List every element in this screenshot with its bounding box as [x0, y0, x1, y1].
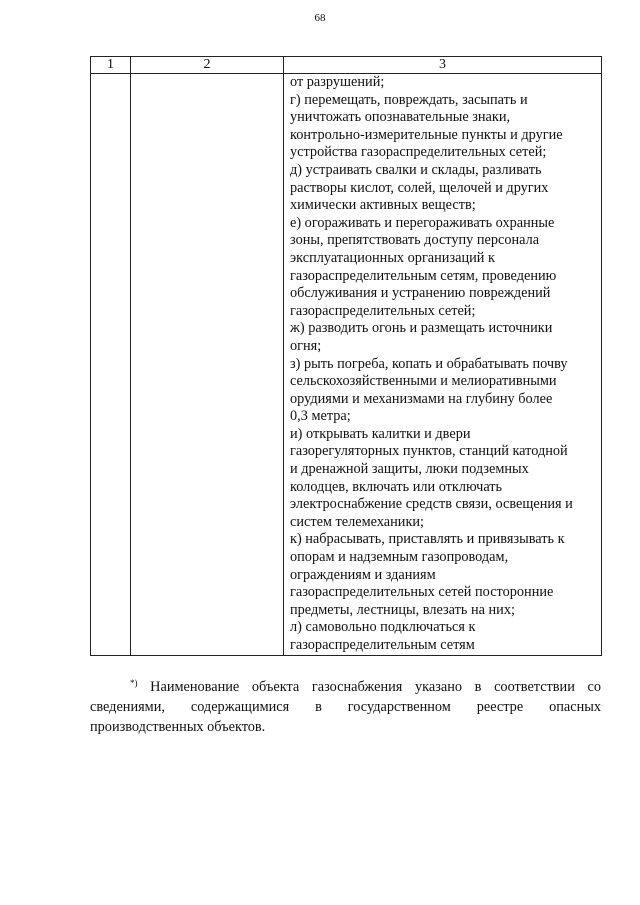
text-line: ж) разводить огонь и размещать источники — [290, 320, 553, 337]
text-line: газораспределительным сетям, проведению — [290, 267, 557, 284]
table-header-row — [91, 57, 602, 74]
text-line: уничтожать опознавательные знаки, — [290, 109, 511, 126]
text-line: ограждениям и зданиям — [290, 566, 436, 583]
column-header-3: 3 — [284, 57, 602, 74]
text-line: от разрушений; — [290, 74, 385, 90]
text-line: орудиями и механизмами на глубину более — [290, 390, 553, 407]
prohibitions-text — [284, 74, 601, 655]
requirements-table — [90, 56, 602, 656]
text-line: д) устраивать свалки и склады, разливать — [290, 161, 542, 178]
text-line: огня; — [290, 337, 322, 354]
text-line: сельскохозяйственными и мелиоративными — [290, 373, 557, 390]
text-line: газораспределительных сетей посторонние — [290, 584, 554, 601]
text-line: эксплуатационных организаций к — [290, 249, 495, 266]
text-line: и) открывать калитки и двери — [290, 425, 471, 442]
text-line: электроснабжение средств связи, освещения и — [290, 496, 573, 513]
text-line: зоны, препятствовать доступу персонала — [290, 232, 540, 249]
text-line: устройства газораспределительных сетей; — [290, 144, 547, 161]
page-number: 68 — [314, 12, 326, 24]
text-line: к) набрасывать, приставлять и привязывать к — [290, 531, 565, 548]
text-line: г) перемещать, повреждать, засыпать и — [290, 91, 528, 108]
column-header-2: 2 — [131, 57, 284, 74]
text-line: газораспределительным сетям — [290, 637, 475, 653]
table-cell-col3 — [284, 74, 602, 656]
text-line: л) самовольно подключаться к — [290, 619, 476, 636]
text-line: з) рыть погреба, копать и обрабатывать почву — [290, 355, 568, 372]
column-header-1: 1 — [91, 57, 131, 74]
footnote-line-1-text: Наименование объекта газоснабжения указано в соответствии со — [150, 679, 602, 695]
footnote-line-3: производственных объектов. — [90, 719, 266, 735]
text-line: контрольно-измерительные пункты и другие — [290, 126, 563, 143]
text-line: предметы, лестницы, влезать на них; — [290, 601, 515, 618]
text-line: химически активных веществ; — [290, 197, 476, 214]
text-line: растворы кислот, солей, щелочей и других — [290, 179, 549, 196]
table-row — [91, 74, 602, 656]
text-line: газорегуляторных пунктов, станций катодной — [290, 443, 568, 460]
table-cell-col1 — [91, 74, 131, 656]
footnote-marker: *) — [130, 678, 138, 688]
text-line: е) огораживать и перегораживать охранные — [290, 214, 555, 231]
table-cell-col2 — [131, 74, 284, 656]
text-line: газораспределительных сетей; — [290, 302, 476, 319]
text-line: 0,3 метра; — [290, 408, 351, 425]
text-line: обслуживания и устранению повреждений — [290, 285, 551, 302]
footnote-line-1 — [90, 673, 601, 697]
text-line: и дренажной защиты, люки подземных — [290, 461, 529, 478]
text-line: колодцев, включать или отключать — [290, 478, 503, 495]
text-line: систем телемеханики; — [290, 513, 425, 530]
text-line: опорам и надземным газопроводам, — [290, 549, 509, 566]
footnote — [90, 673, 601, 737]
footnote-line-2: сведениями, содержащимися в государственном реестре опасных — [90, 699, 601, 715]
